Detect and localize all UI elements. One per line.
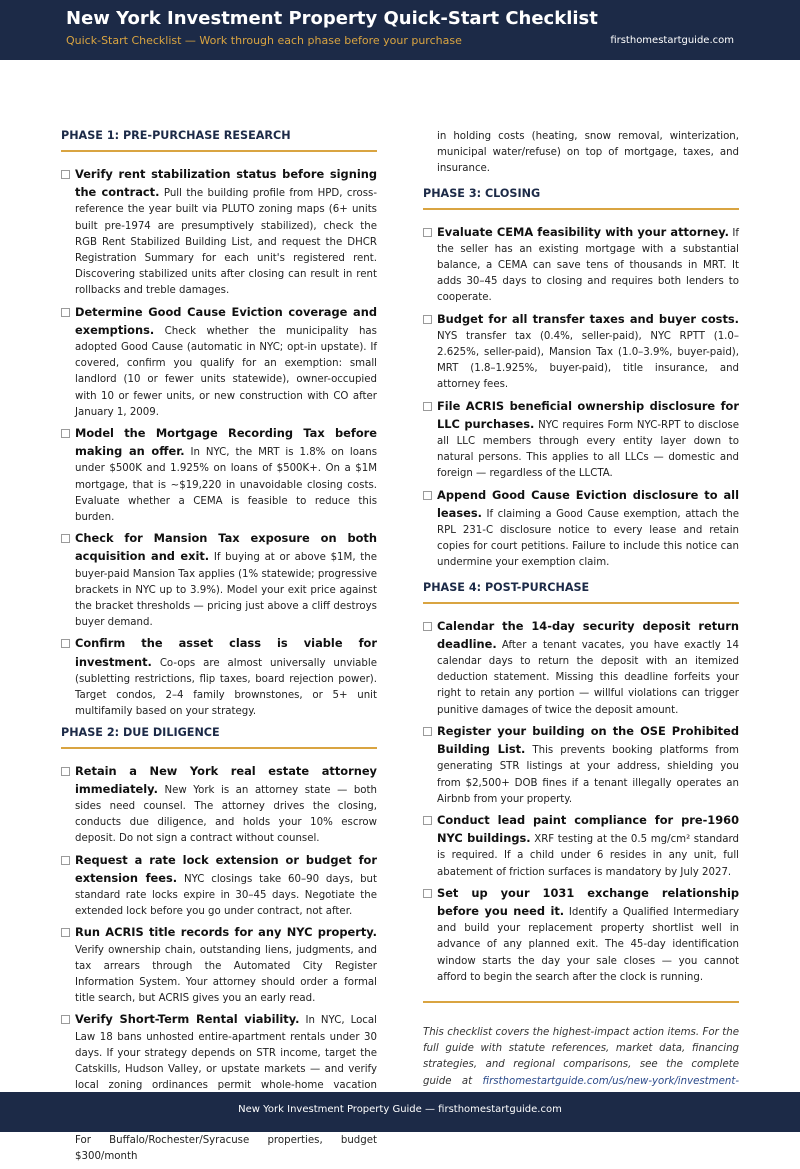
item-title: Evaluate CEMA feasibility with your attorney. xyxy=(437,224,729,239)
checkbox[interactable] xyxy=(61,856,70,865)
phase-1-heading: PHASE 1: PRE-PURCHASE RESEARCH xyxy=(61,129,377,152)
checkbox[interactable] xyxy=(61,308,70,317)
checklist-item xyxy=(423,487,739,572)
item-title: Append Good Cause Eviction disclosure to all leases. xyxy=(437,487,739,520)
checklist-item xyxy=(61,304,377,421)
left-column xyxy=(61,126,377,1169)
checkbox[interactable] xyxy=(61,429,70,438)
checkbox[interactable] xyxy=(423,622,432,631)
checklist-item xyxy=(423,885,739,986)
item-title: Calendar the 14-day security deposit return deadline. xyxy=(437,618,739,651)
item-body: If claiming a Good Cause exemption, attach the RPL 231-C disclosure notice to every lease and retain copies for court petitions. Failure to include this notice can undermine your exemption claim. xyxy=(437,508,739,569)
checklist-item xyxy=(423,398,739,483)
closing-note-text: This checklist covers the highest-impact action items. For the full guide with statute references, market data, financing strategies, and regional comparisons, see the complete guide at xyxy=(423,1026,739,1087)
checklist-item xyxy=(61,530,377,631)
page-footer: New York Investment Property Guide — firsthomestartguide.com xyxy=(0,1092,800,1132)
item-title: Run ACRIS title records for any NYC property. xyxy=(75,925,377,940)
item-body: New York is an attorney state — both sides need counsel. The attorney drives the closing, conducts due diligence, and holds your 10% escrow deposit. Do not sign a contract without counsel. xyxy=(75,784,377,845)
phase-3-heading: PHASE 3: CLOSING xyxy=(423,187,739,210)
checklist-item xyxy=(423,311,739,394)
checkbox[interactable] xyxy=(61,534,70,543)
item-title: Verify rent stabilization status before signing the contract. xyxy=(75,167,377,200)
checklist-item xyxy=(61,635,377,720)
checklist-item xyxy=(61,763,377,848)
item-body: In NYC, Local Law 18 bans unhosted entire-apartment rentals under 30 days. If your strategy depends on STR income, target the Catskills, Hudson Valley, or upstate markets — and verify local zoning ordinances permit whole-home vacation xyxy=(75,1015,377,1092)
item-title: File ACRIS beneficial ownership disclosure for LLC purchases. xyxy=(437,398,739,431)
item-title: Confirm the asset class is viable for investment. xyxy=(75,636,377,669)
item-body: After a tenant vacates, you have exactly 14 calendar days to return the deposit with an itemized deduction statement. Missing this deadline forfeits your right to retain any portion — willful violations can trigger punitive damages of twice the deposit amount. xyxy=(437,639,739,716)
item-body: In NYC, the MRT is 1.8% on loans under $500K and 1.925% on loans of $500K+. On a $1M mortgage, that is ~$19,220 in unavoidable closing costs. Evaluate whether a CEMA is feasible to reduce this burden. xyxy=(75,447,377,524)
checklist-item xyxy=(61,924,377,1007)
item-title: Check for Mansion Tax exposure on both acquisition and exit. xyxy=(75,531,377,564)
item-body: This prevents booking platforms from generating STR listings at your address, shielding you from $2,500+ DOB fines if a tenant illegally operates an Airbnb from your property. xyxy=(437,745,739,805)
item-title: Register your building on the OSE Prohibited Building List. xyxy=(437,723,739,757)
checkbox[interactable] xyxy=(423,228,432,237)
item-title: Conduct lead paint compliance for pre-1960 NYC buildings. xyxy=(437,812,739,846)
checkbox[interactable] xyxy=(61,928,70,937)
phase-4-heading: PHASE 4: POST-PURCHASE xyxy=(423,581,739,604)
site-name: firsthomestartguide.com xyxy=(610,35,734,46)
right-column xyxy=(423,126,739,1106)
item-body: Check whether the municipality has adopted Good Cause (automatic in NYC; opt-in upstate). If covered, confirm you qualify for an exemption: small landlord (10 or fewer units statewide), owner-occupied with 10 or fewer units, or new construction with CO after January 1, 2009. xyxy=(75,325,377,418)
guide-link[interactable]: firsthomestartguide.com/us/new-york/investment- xyxy=(482,1075,739,1087)
item-body: For Buffalo/Rochester/Syracuse properties, budget $300/month xyxy=(75,1134,377,1162)
item-title: Request a rate lock extension or budget for extension fees. xyxy=(75,852,377,885)
checkbox[interactable] xyxy=(61,767,70,776)
item-body: NYC closings take 60–90 days, but standard rate locks expire in 30–45 days. Negotiate the extended lock before you go under contract, not after. xyxy=(75,873,378,918)
item-body-continued: in holding costs (heating, snow removal, winterization, municipal water/refuse) on top of mortgage, taxes, and insurance. xyxy=(437,131,739,175)
checkbox[interactable] xyxy=(61,1015,70,1024)
item-body: If buying at or above $1M, the buyer-paid Mansion Tax applies (1% statewide; progressive brackets in NYC up to 3.9%). Model your exit price against the bracket thresholds — pricing just above a cliff destroys buyer demand. xyxy=(75,552,377,629)
checklist-item xyxy=(61,852,377,921)
checkbox[interactable] xyxy=(423,315,432,324)
checklist-item xyxy=(61,166,377,300)
checkbox[interactable] xyxy=(423,816,432,825)
checklist-item xyxy=(423,224,739,307)
item-body: Identify a Qualified Intermediary and build your replacement property shortlist well in advance of any planned exit. The 45-day identification window starts the day your sale closes — you cannot afford to begin the search after the clock is running. xyxy=(437,906,739,983)
item-title: Determine Good Cause Eviction coverage and exemptions. xyxy=(75,304,377,337)
checkbox[interactable] xyxy=(61,639,70,648)
checklist-item xyxy=(61,425,377,526)
divider xyxy=(423,1001,739,1003)
phase-2-heading: PHASE 2: DUE DILIGENCE xyxy=(61,726,377,749)
item-title: Budget for all transfer taxes and buyer costs. xyxy=(437,311,739,326)
checkbox[interactable] xyxy=(61,170,70,179)
item-body: XRF testing at the 0.5 mg/cm² standard is required. If a child under 6 resides in any unit, full abatement of friction surfaces is mandatory by July 2027. xyxy=(437,834,739,878)
page-header xyxy=(0,0,800,60)
checkbox[interactable] xyxy=(423,402,432,411)
page-subtitle: Quick-Start Checklist — Work through each phase before your purchase xyxy=(66,34,462,47)
item-title: Retain a New York real estate attorney immediately. xyxy=(75,763,377,796)
checklist-item xyxy=(423,723,739,808)
item-body: NYS transfer tax (0.4%, seller-paid), NYC RPTT (1.0–2.625%, seller-paid), Mansion Tax (1.0–3.9%, buyer-paid), MRT (1.8–1.925%, buyer-paid), title insurance, and attorney fees. xyxy=(437,330,739,391)
item-body: If the seller has an existing mortgage with a substantial balance, a CEMA can save tens of thousands in MRT. It adds 30–45 days to closing and requires both lenders to cooperate. xyxy=(437,227,739,304)
item-body: Verify ownership chain, outstanding liens, judgments, and tax arrears through the Automated City Register Information System. Your attorney should order a formal title search, but ACRIS gives you an early read. xyxy=(75,944,377,1005)
item-body: Co-ops are almost universally unviable (subletting restrictions, flip taxes, board rejection power). Target condos, 2–4 family brownstones, or 5+ unit multifamily based on your strategy. xyxy=(75,657,377,718)
item-body: Pull the building profile from HPD, cross-reference the year built via PLUTO zoning maps (6+ units built pre-1974 are presumptively stabilized), check the RGB Rent Stabilized Building List, and request the DHCR Registration Summary for each unit's registered rent. Discovering stabilized units after closing can result in rent rollbacks and treble damages. xyxy=(75,188,377,297)
checkbox[interactable] xyxy=(423,491,432,500)
item-title: Verify Short-Term Rental viability. xyxy=(75,1012,300,1027)
item-title: Set up your 1031 exchange relationship before you need it. xyxy=(437,885,739,918)
checkbox[interactable] xyxy=(423,727,432,736)
checklist-item xyxy=(423,618,739,719)
page-title: New York Investment Property Quick-Start Checklist xyxy=(66,8,598,29)
item-body: NYC requires Form NYC-RPT to disclose all LLC members through every entity layer down to natural persons. This applies to all LLCs — domestic and foreign — regardless of the LLCTA. xyxy=(437,419,739,480)
checkbox[interactable] xyxy=(423,889,432,898)
checklist-item xyxy=(423,812,739,881)
item-title: Model the Mortgage Recording Tax before making an offer. xyxy=(75,426,377,459)
